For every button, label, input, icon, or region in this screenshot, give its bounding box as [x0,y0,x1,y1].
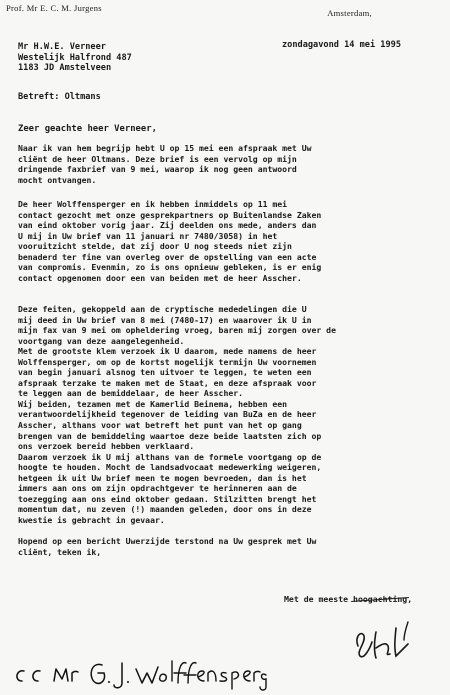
text-line: dringende faxbrief van 9 mei, waarop ik nog geen antwoord [18,164,297,175]
text-line: momentum dat, nu zeven (!) maanden geleden, door ons in deze [18,504,312,515]
salutation: Zeer geachte heer Verneer, [18,124,157,134]
recipient-name: Mr H.W.E. Verneer [18,42,106,52]
handwritten-cc-note [10,657,270,691]
text-line: cliënt, teken ik, [18,546,102,557]
text-line: Daarom verzoek ik U mij althans van de formele voortgang op de [18,451,322,462]
closing-line [284,594,412,604]
text-line: De heer Wolffensperger en ik hebben inmiddels op 11 mei [18,199,288,209]
text-line: U mij in Uw brief van 11 januari nr 7480/3058) in het [18,230,278,241]
text-line: Wij beiden, tezamen met de Kamerlid Beinema, hebben een [18,398,288,409]
text-line: voortgang van deze aangelegenheid. [18,335,185,346]
text-line: Deze feiten, gekoppeld aan de cryptische mededelingen die U [18,304,307,314]
paragraph-3 [18,304,428,557]
recipient-address [18,42,132,74]
letter-date: zondagavond 14 mei 1995 [282,40,401,50]
text-line: hetgeen ik uit Uw brief meen te mogen bevroeden, dan is het [18,472,307,483]
text-line: cliënt de heer Oltmans. Deze brief is een vervolg op mijn [18,153,297,164]
text-line: contact opgenomen door een van beiden met de heer Asscher. [18,272,302,283]
text-line: mij deed in Uw brief van 8 mei (7480-17) en waarover ik U in [18,314,312,325]
closing-text: Met de meeste [284,594,354,604]
text-line: te leggen aan de bemiddelaar, de heer Asscher. [18,388,244,399]
letterhead-city: Amsterdam, [327,8,372,18]
text-line: mocht ontvangen. [18,174,97,185]
text-line: brengen van de bemiddeling waartoe deze beide laatsten zich op [18,430,322,441]
text-line: Met de grootste klem verzoek ik U daarom, mede namens de heer [18,346,317,357]
text-line [18,525,428,536]
text-line: hoogte te houden. Mocht de landsadvocaat medewerking weigeren, [18,462,322,473]
recipient-postal-city: 1183 JD Amstelveen [18,63,112,74]
text-line: mijn fax van 9 mei om opheldering vroeg, baren mij zorgen over de [18,325,336,336]
text-line: immers aan ons om zijn opdrachtgever te herinneren aan de [18,483,297,494]
recipient-street: Westelijk Halfrond 487 [18,52,132,63]
text-line: Naar ik van hem begrijp hebt U op 15 mei een afspraak met Uw [18,143,312,153]
text-line: van eind oktober vorig jaar. Zij deelden ons mede, anders dan [18,220,317,231]
text-line: toezegging aan ons eind oktober gedaan. Stilzitten brengt het [18,493,317,504]
subject-line: Betreft: Oltmans [18,92,101,102]
text-line: verantwoordelijkheid tegenover de leiding van BuZa en de heer [18,409,317,420]
text-line: kwestie is gebracht in gevaar. [18,514,165,525]
text-line: ons verzoek bereid hebben verklaard. [18,441,195,452]
handwritten-signature [350,618,420,664]
text-line: Asscher, althans voor wat betreft het punt van het op gang [18,420,302,431]
text-line: contact gezocht met onze gesprekpartners op Buitenlandse Zaken [18,209,322,220]
text-line: Wolffensperger, om op de kortst mogelijk termijn Uw voornemen [18,356,317,367]
text-line: vooruitzicht stelde, dat zij door U nog steeds niet zijn [18,241,292,252]
text-line: van begin januari alsnog ten uitvoer te leggen, te weten een [18,367,312,378]
text-line: afspraak terzake te maken met de Staat, en deze afspraak voor [18,377,317,388]
letterhead-sender: Prof. Mr E. C. M. Jurgens [6,3,102,13]
text-line: Hopend op een bericht Uwerzijde terstond na Uw gesprek met Uw [18,536,317,547]
closing-struck-word: hoogachting [353,594,408,604]
text-line: van compromis. Evenmin, zo is ons opnieuw gebleken, is er enig [18,262,322,273]
text-line: benaderd ter fine van overleg over de opstelling van een acte [18,251,317,262]
paragraph-2 [18,199,428,283]
closing-comma: , [407,594,413,604]
paragraph-1 [18,143,428,185]
